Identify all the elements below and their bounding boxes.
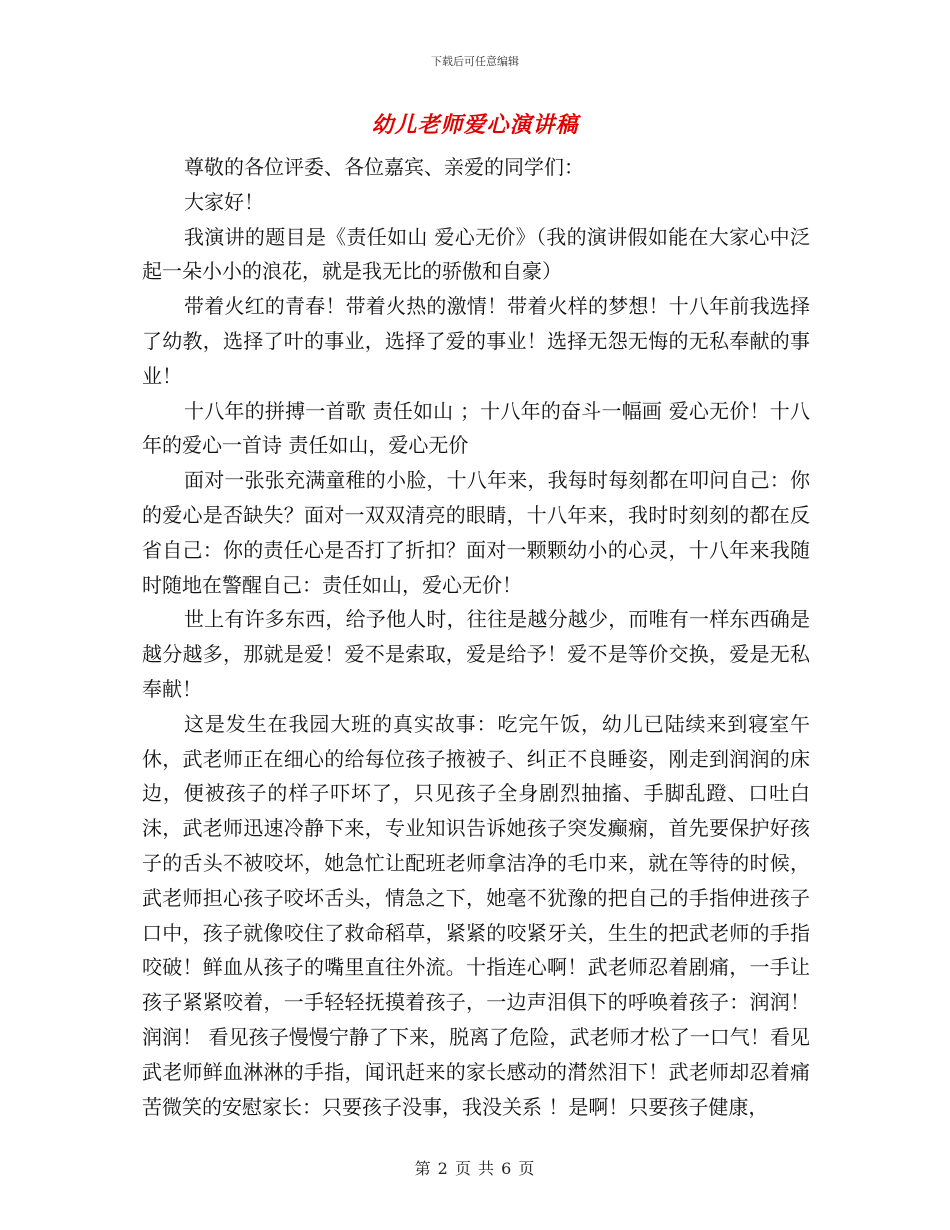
document-title: 幼儿老师爱心演讲稿 [371, 113, 579, 138]
paragraph-eighteen-years: 十八年的拼搏一首歌 责任如山 ；十八年的奋斗一幅画 爱心无价！十八年的爱心一首诗 责任如山，爱心无价 [142, 398, 810, 458]
paragraph-self-reflection: 面对一张张充满童稚的小脸，十八年来，我每时每刻都在叩问自己：你的爱心是否缺失？面对一双双清亮的眼睛，十八年来，我时时刻刻的都在反省自己：你的责任心是否打了折扣？面对一颗颗幼小的心灵，十八年来我随时随地在警醒自己：责任如山，爱心无价！ [142, 468, 810, 597]
paragraph-topic: 我演讲的题目是《责任如山 爱心无价》（我的演讲假如能在大家心中泛起一朵小小的浪花，就是我无比的骄傲和自豪） [142, 224, 810, 284]
paragraph-love-giving: 世上有许多东西，给予他人时，往往是越分越少，而唯有一样东西确是越分越多，那就是爱！爱不是索取，爱是给予！爱不是等价交换，爱是无私奉献！ [142, 607, 810, 701]
paragraph-salutation: 尊敬的各位评委、各位嘉宾、亲爱的同学们： [184, 155, 584, 179]
page-number: 第 2 页 共 6 页 [414, 1159, 536, 1178]
paragraph-true-story: 这是发生在我园大班的真实故事：吃完午饭，幼儿已陆续来到寝室午休，武老师正在细心的给每位孩子掖被子、纠正不良睡姿，刚走到润润的床边，便被孩子的样子吓坏了，只见孩子全身剧烈抽搐、手脚乱蹬、口吐白沫，武老师迅速冷静下来，专业知识告诉她孩子突发癫痫，首先要保护好孩子的舌头不被咬坏，她急忙让配班老师拿洁净的毛巾来，就在等待的时候，武老师担心孩子咬坏舌头，情急之下，她毫不犹豫的把自己的手指伸进孩子口中，孩子就像咬住了救命稻草，紧紧的咬紧牙关，生生的把武老师的手指咬破！鲜血从孩子的嘴里直往外流。十指连心啊！武老师忍着剧痛，一手让孩子紧紧咬着，一手轻轻抚摸着孩子，一边声泪俱下的呼唤着孩子：润润！润润！ 看见孩子慢慢宁静了下来，脱离了危险，武老师才松了一口气！看见武老师鲜血淋淋的手指，闻讯赶来的家长感动的潸然泪下！武老师却忍着痛苦微笑的安慰家长：只要孩子没事，我没关系 ！是啊！只要孩子健康， [142, 711, 810, 1119]
paragraph-choice: 带着火红的青春！带着火热的激情！带着火样的梦想！十八年前我选择了幼教，选择了叶的事业，选择了爱的事业！选择无怨无悔的无私奉献的事业！ [142, 294, 810, 388]
header-note: 下载后可任意编辑 [431, 55, 519, 68]
paragraph-greeting: 大家好！ [184, 189, 264, 214]
document-body [142, 150, 810, 1124]
